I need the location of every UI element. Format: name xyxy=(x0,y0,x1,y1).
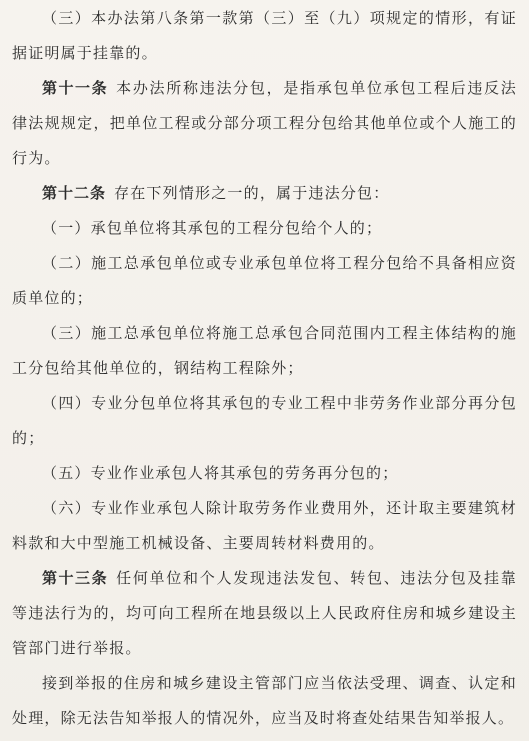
list-item-4 xyxy=(0,386,529,456)
paragraph-text: 存在下列情形之一的，属于违法分包： xyxy=(114,184,390,202)
paragraph-text: （三）施工总承包单位将施工总承包合同范围内工程主体结构的施工分包给其他单位的，钢结构工程除外； xyxy=(12,324,517,377)
article-12 xyxy=(0,176,529,211)
article-13-continued xyxy=(0,666,529,736)
paragraph-text: （五）专业作业承包人将其承包的劳务再分包的； xyxy=(42,464,399,482)
article-heading: 第十一条 xyxy=(42,79,109,97)
list-item-2 xyxy=(0,246,529,316)
paragraph-text: 接到举报的住房和城乡建设主管部门应当依法受理、调查、认定和处理，除无法告知举报人的情况外，应当及时将查处结果告知举报人。 xyxy=(12,674,517,727)
list-item-3 xyxy=(0,316,529,386)
list-item-1 xyxy=(0,211,529,246)
list-item-5 xyxy=(0,456,529,491)
paragraph-text: （四）专业分包单位将其承包的专业工程中非劳务作业部分再分包的； xyxy=(12,394,517,447)
article-heading: 第十二条 xyxy=(42,184,107,202)
article-heading: 第十三条 xyxy=(42,569,109,587)
list-item-6 xyxy=(0,491,529,561)
paragraph-text: （一）承包单位将其承包的工程分包给个人的； xyxy=(42,219,383,237)
article-13 xyxy=(0,561,529,666)
paragraph-text: 任何单位和个人发现违法发包、转包、违法分包及挂靠等违法行为的，均可向工程所在地县级以上人民政府住房和城乡建设主管部门进行举报。 xyxy=(12,569,517,657)
paragraph-item-3 xyxy=(0,0,529,71)
paragraph-text: （三）本办法第八条第一款第（三）至（九）项规定的情形，有证据证明属于挂靠的。 xyxy=(12,9,517,62)
paragraph-text: （二）施工总承包单位或专业承包单位将工程分包给不具备相应资质单位的； xyxy=(12,254,517,307)
article-11 xyxy=(0,71,529,176)
paragraph-text: 本办法所称违法分包，是指承包单位承包工程后违反法律法规规定，把单位工程或分部分项工程分包给其他单位或个人施工的行为。 xyxy=(12,79,517,167)
paragraph-text: （六）专业作业承包人除计取劳务作业费用外，还计取主要建筑材料款和大中型施工机械设备、主要周转材料费用的。 xyxy=(12,499,517,552)
